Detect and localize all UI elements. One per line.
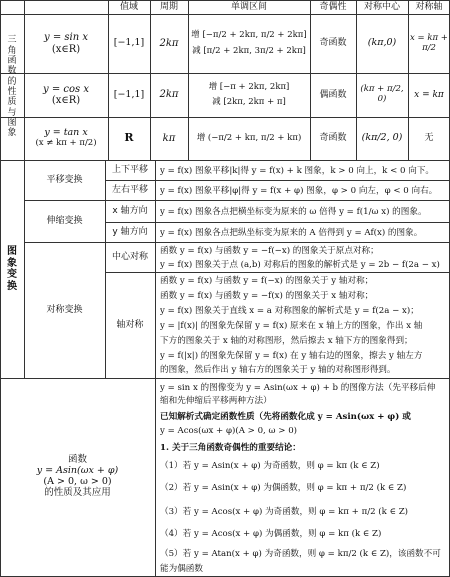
header-monotonic: 单调区间	[230, 1, 267, 12]
section-label-transform: 图 象 变 换	[7, 246, 17, 292]
center-symmetry-line: y = f(x) 图象关于点 (a,b) 对称后的图象的解析式是 y = 2b − f(2a − x)	[160, 260, 440, 270]
tan-center: (kπ/2, 0)	[361, 132, 403, 144]
symmetric-label: 对称变换	[46, 304, 83, 315]
axis-symmetry-line: 函数 y = f(x) 与函数 y = f(−x) 的图象关于 y 轴对称；	[160, 276, 374, 286]
grid-line	[105, 222, 450, 223]
axis-symmetry-label: 轴对称	[116, 319, 144, 330]
application-label: 函数 y = Asin(ωx + φ) (A > 0, ω > 0) 的性质及其应用	[36, 454, 119, 498]
axis-symmetry-line: 函数 y = f(x) 与函数 y = −f(x) 的图象关于 x 轴对称；	[160, 291, 374, 301]
cos-period: 2kπ	[159, 89, 179, 101]
application-line: y = sin x 的图像变为 y = Asin(ωx + φ) + b 的图像方法（先平移后伸	[160, 383, 436, 393]
sin-range: [−1,1]	[113, 37, 145, 49]
application-line: （2）若 y = Asin(x + φ) 为偶函数，则 φ = kπ + π/2 (k ∈ Z)	[160, 483, 407, 493]
left-right-text: y = f(x) 图象平移|φ|得 y = f(x + φ) 图象，φ > 0 向左，φ < 0 向右。	[160, 186, 438, 196]
grid-line	[105, 272, 450, 273]
section-label-properties: 三 角 函 数 的 性 质 与 图 象	[7, 35, 17, 139]
header-range: 值域	[119, 1, 138, 12]
center-symmetry-line: 函数 y = f(x) 与函数 y = −f(−x) 的图象关于原点对称；	[160, 246, 379, 256]
sin-parity: 奇函数	[319, 38, 347, 49]
axis-symmetry-line: y = f(|x|) 的图象先保留 y = f(x) 在 y 轴右边的图象，擦去 y 轴左方	[160, 351, 423, 361]
axis-symmetry-line: 的图象，然后作出 y 轴右方的图象关于 y 轴的对称图形得到。	[160, 365, 396, 375]
header-parity: 奇偶性	[319, 1, 347, 12]
grid-line	[105, 180, 450, 181]
application-line: y = Acos(ωx + φ)(A > 0, ω > 0)	[160, 426, 298, 436]
x-direction-label: x 轴方向	[112, 205, 148, 216]
tan-monotonic: 增 (−π/2 + kπ, π/2 + kπ)	[196, 132, 302, 143]
sin-monotonic-cell: 增 [−π/2 + 2kπ, π/2 + 2kπ] 减 [π/2 + 2kπ, 3π/2 + 2kπ]	[191, 29, 307, 56]
y-direction-text: y = f(x) 图象各点把纵坐标变为原来的 A 倍得到 y = Af(x) 的图象。	[160, 228, 423, 238]
sin-center: (kπ,0)	[367, 37, 397, 49]
tan-function-cell: y = tan x (x ≠ kπ + π/2)	[35, 127, 97, 149]
application-line: 能为偶函数	[160, 564, 203, 574]
cos-center: (kπ + π/2, 0)	[360, 84, 404, 104]
scale-label: 伸缩变换	[46, 215, 83, 226]
application-line: （4）若 y = Acos(x + φ) 为偶函数，则 φ = kπ (k ∈ Z)	[160, 529, 382, 539]
application-line: 1. 关于三角函数奇偶性的重要结论：	[160, 443, 301, 453]
sin-period: 2kπ	[159, 37, 179, 49]
axis-symmetry-line: y = |f(x)| 的图象先保留 y = f(x) 原来在 x 轴上方的图象，作出 x 轴	[160, 321, 423, 331]
tan-axis: 无	[424, 133, 434, 144]
y-direction-label: y 轴方向	[112, 226, 148, 237]
application-line: 缩和先伸缩后平移两种方法）	[160, 396, 272, 406]
application-line: （5）若 y = Atan(x + φ) 为奇函数，则 φ = kπ/2 (k ∈ Z)，该函数不可	[160, 549, 441, 559]
cos-function-cell: y = cos x (x∈R)	[43, 83, 89, 106]
cos-monotonic-cell: 增 [−π + 2kπ, 2kπ] 减 [2kπ, 2kπ + π]	[208, 81, 290, 107]
up-down-text: y = f(x) 图象平移|k|得 y = f(x) + k 图象，k > 0 向上，k < 0 向下。	[160, 166, 435, 176]
axis-symmetry-line: 下方的图象关于 x 轴的对称图形，然后擦去 x 轴下方的图象得到；	[160, 336, 413, 346]
left-right-label: 左右平移	[111, 184, 148, 195]
up-down-label: 上下平移	[111, 164, 148, 175]
application-line: 已知解析式确定函数性质（先将函数化成 y = Asin(ωx + φ) 或	[160, 412, 411, 422]
application-line: （1）若 y = Asin(x + φ) 为奇函数，则 φ = kπ (k ∈ Z)	[160, 461, 380, 471]
cos-range: [−1,1]	[113, 88, 145, 100]
sin-function-cell: y = sin x (x∈R)	[44, 32, 88, 55]
cos-axis: x = kπ	[414, 89, 444, 100]
header-axis: 对称轴	[415, 1, 443, 12]
tan-parity: 奇函数	[319, 133, 347, 144]
x-direction-text: y = f(x) 图象各点把横坐标变为原来的 ω 倍得 y = f(1/ω x) 的图象。	[160, 207, 427, 217]
axis-symmetry-line: y = f(x) 图象关于直线 x = a 对称图象的解析式是 y = f(2a − x)；	[160, 306, 419, 316]
center-symmetry-label: 中心对称	[111, 251, 148, 262]
header-center: 对称中心	[363, 1, 400, 12]
header-period: 周期	[159, 1, 178, 12]
tan-period: kπ	[162, 132, 176, 144]
grid-line	[155, 160, 156, 378]
sin-axis: x = kπ + π/2	[410, 32, 448, 53]
cos-parity: 偶函数	[319, 89, 347, 100]
grid-line	[155, 378, 156, 577]
tan-range: R	[124, 131, 134, 145]
application-line: （3）若 y = Acos(x + φ) 为奇函数，则 φ = kπ + π/2 (k ∈ Z)	[160, 507, 409, 517]
translate-label: 平移变换	[46, 174, 83, 185]
